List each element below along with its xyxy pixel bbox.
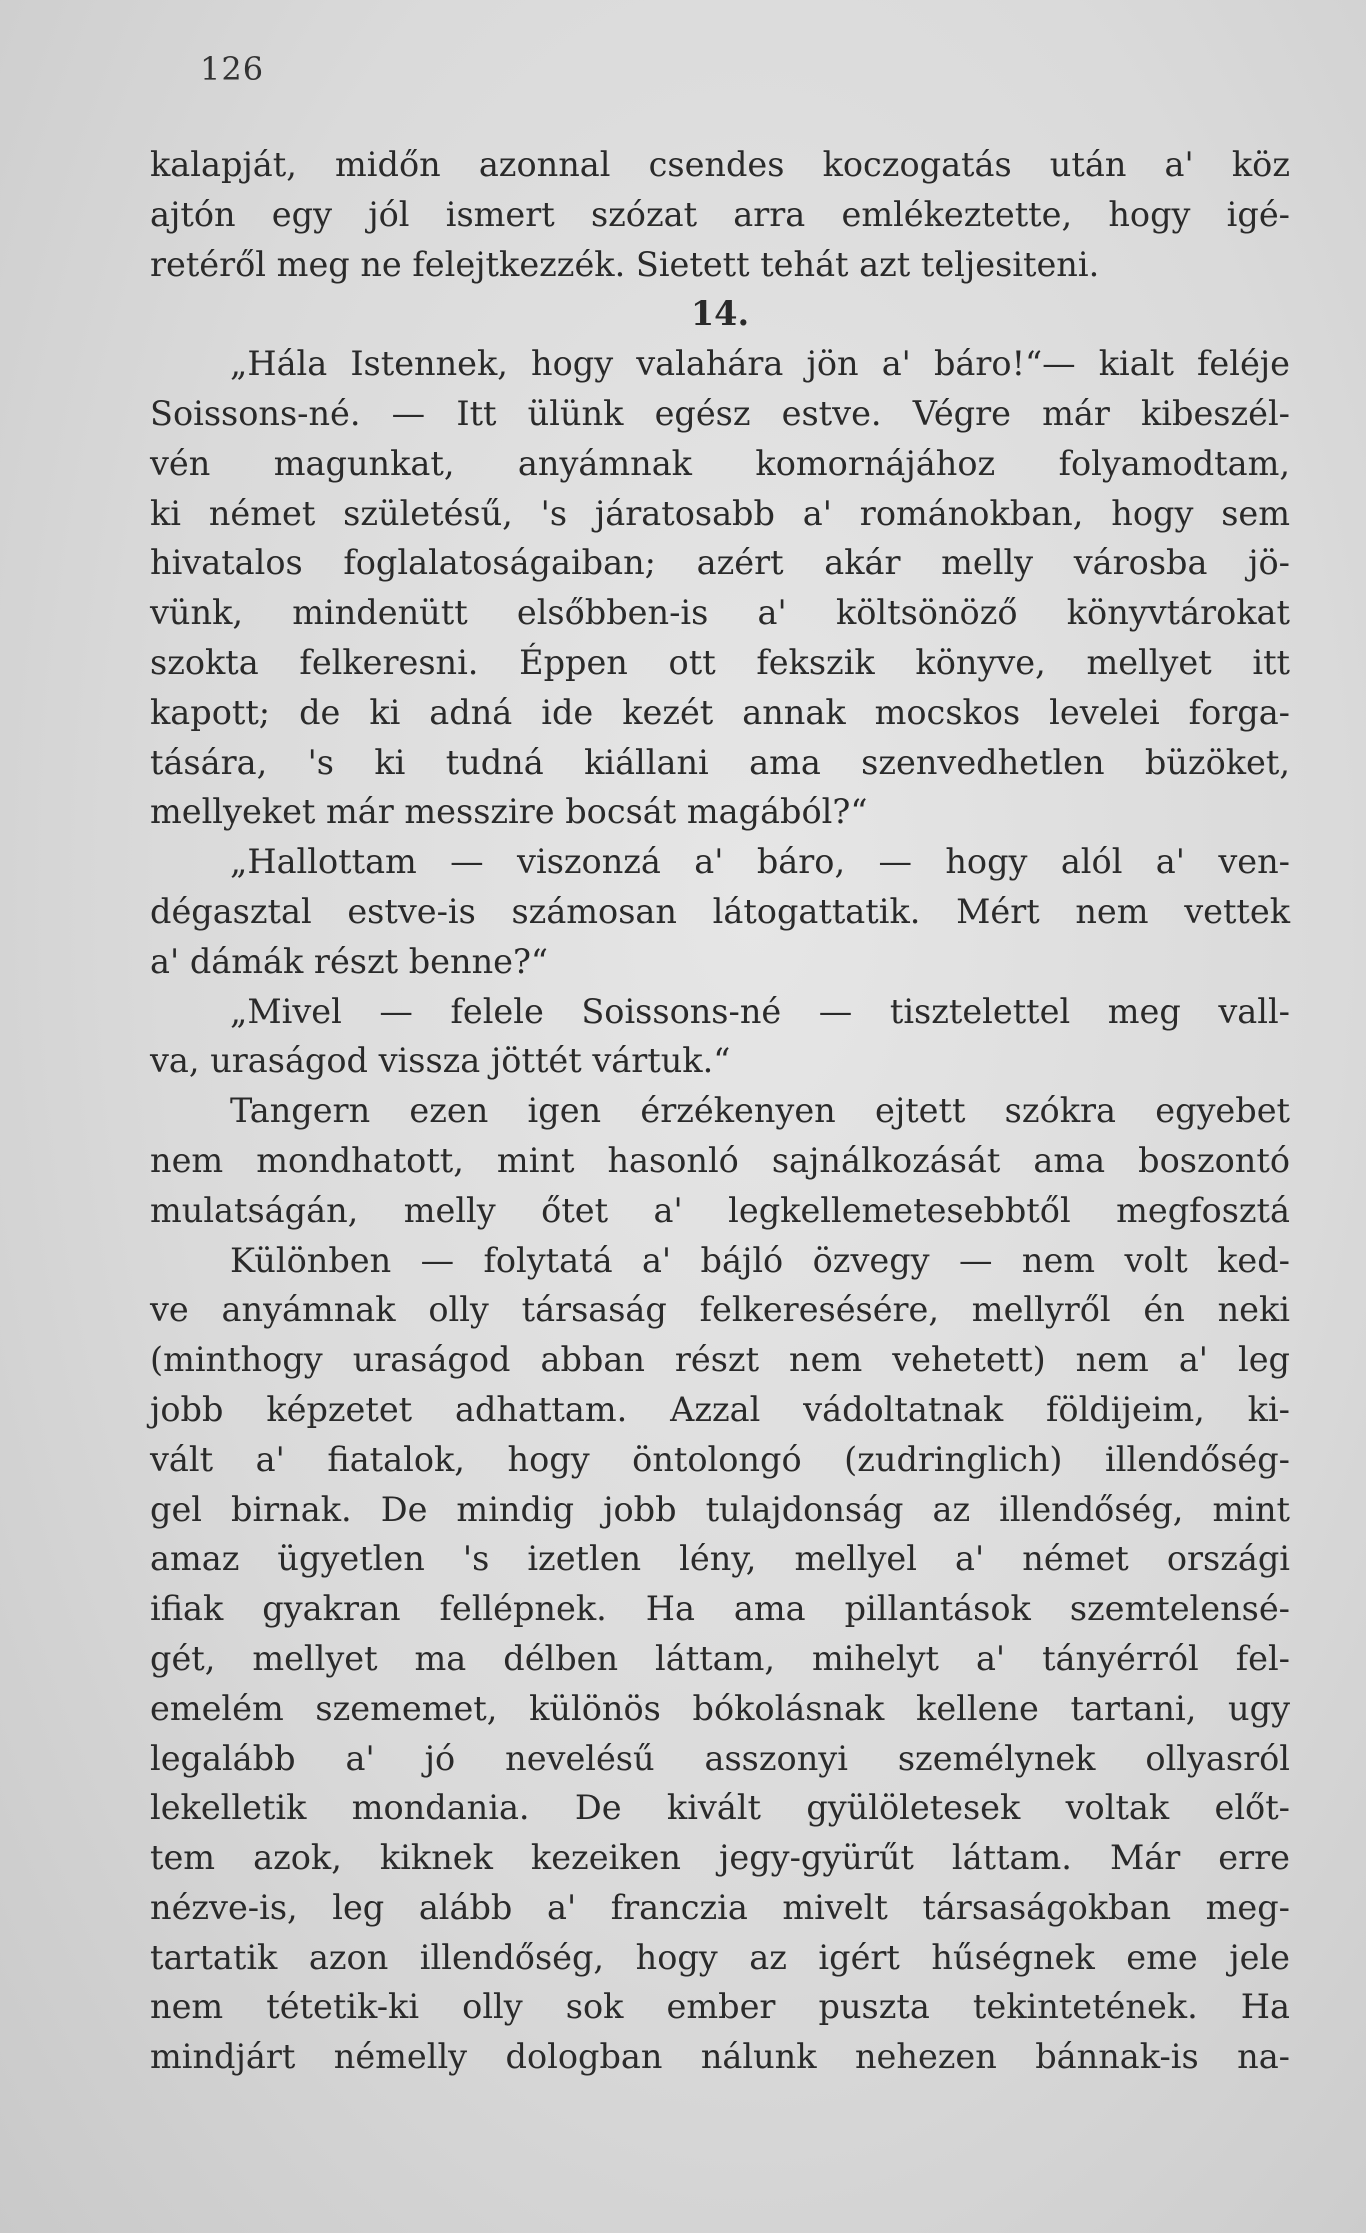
- text-line: nem tétetik-ki olly sok ember puszta tekintetének. Ha: [150, 1987, 1290, 2027]
- text-line: kalapját, midőn azonnal csendes koczogatás után a' köz: [150, 145, 1290, 184]
- text-line: amaz ügyetlen 's izetlen lény, mellyel a' német országi: [150, 1539, 1290, 1579]
- text-line: mulatságán, melly őtet a' legkellemetesebbtől megfosztá: [150, 1190, 1290, 1230]
- text-line: ki német születésű, 's járatosabb a' románokban, hogy sem: [150, 493, 1290, 533]
- text-line: tartatik azon illendőség, hogy az igért hűségnek eme jele: [150, 1937, 1290, 1977]
- text-line: a' dámák részt benne?“: [150, 941, 549, 981]
- text-line: (minthogy uraságod abban részt nem vehetett) nem a' leg: [150, 1340, 1290, 1380]
- page-number: 126: [200, 50, 265, 88]
- section-number: 14.: [690, 294, 750, 334]
- text-line: „Hallottam — viszonzá a' báro, — hogy alól a' ven-: [230, 842, 1290, 882]
- text-line: va, uraságod vissza jöttét vártuk.“: [150, 1041, 731, 1081]
- text-line: gel birnak. De mindig jobb tulajdonság az illendőség, mint: [150, 1489, 1290, 1529]
- body-text: [150, 140, 1290, 2082]
- text-line: „Hála Istennek, hogy valahára jön a' báro!“— kialt feléje: [230, 344, 1290, 384]
- text-line: gét, mellyet ma délben láttam, mihelyt a' tányérról fel-: [150, 1638, 1290, 1678]
- text-line: emelém szememet, különös bókolásnak kellene tartani, ugy: [150, 1688, 1290, 1728]
- text-line: Különben — folytatá a' bájló özvegy — nem volt ked-: [230, 1240, 1290, 1280]
- text-line: nézve-is, leg alább a' franczia mivelt társaságokban meg-: [150, 1887, 1290, 1927]
- text-line: kapott; de ki adná ide kezét annak mocskos levelei forga-: [150, 692, 1290, 732]
- text-line: hivatalos foglalatoságaiban; azért akár melly városba jö-: [150, 543, 1290, 583]
- text-line: retéről meg ne felejtkezzék. Sietett tehát azt teljesiteni.: [150, 244, 1100, 284]
- text-line: ve anyámnak olly társaság felkeresésére, mellyről én neki: [150, 1290, 1290, 1330]
- text-line: „Mivel — felele Soissons-né — tisztelettel meg vall-: [230, 991, 1290, 1031]
- text-line: tem azok, kiknek kezeiken jegy-gyürűt láttam. Már erre: [150, 1838, 1290, 1878]
- text-line: vált a' fiatalok, hogy öntolongó (zudringlich) illendőség-: [150, 1439, 1290, 1479]
- text-line: jobb képzetet adhattam. Azzal vádoltatnak földijeim, ki-: [150, 1389, 1290, 1429]
- text-line: dégasztal estve-is számosan látogattatik. Mért nem vettek: [150, 891, 1290, 931]
- text-line: Soissons-né. — Itt ülünk egész estve. Végre már kibeszél-: [150, 393, 1290, 433]
- text-line: mellyeket már messzire bocsát magából?“: [150, 792, 868, 832]
- text-line: ajtón egy jól ismert szózat arra emlékeztette, hogy igé-: [150, 194, 1290, 234]
- text-line: Tangern ezen igen érzékenyen ejtett szókra egyebet: [230, 1091, 1290, 1131]
- text-line: vén magunkat, anyámnak komornájához folyamodtam,: [150, 443, 1290, 483]
- text-line: legalább a' jó nevelésű asszonyi személynek ollyasról: [150, 1738, 1290, 1778]
- text-line: tására, 's ki tudná kiállani ama szenvedhetlen büzöket,: [150, 742, 1290, 782]
- text-line: nem mondhatott, mint hasonló sajnálkozását ama boszontó: [150, 1140, 1290, 1180]
- text-line: lekelletik mondania. De kivált gyülöletesek voltak előt-: [150, 1788, 1290, 1828]
- text-line: szokta felkeresni. Éppen ott fekszik könyve, mellyet itt: [150, 642, 1290, 682]
- text-line: ifiak gyakran fellépnek. Ha ama pillantások szemtelensé-: [150, 1589, 1290, 1629]
- text-line: vünk, mindenütt elsőbben-is a' költsönöző könyvtárokat: [150, 593, 1290, 633]
- text-line: mindjárt némelly dologban nálunk nehezen bánnak-is na-: [150, 2037, 1290, 2077]
